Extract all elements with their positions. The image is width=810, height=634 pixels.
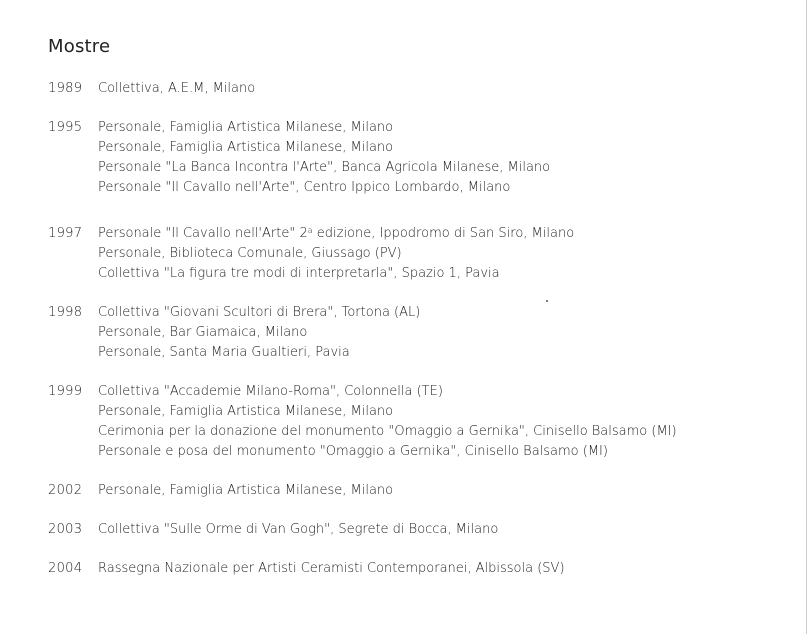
exhibition-item: Personale e posa del monumento "Omaggio a Gernika", Cinisello Balsamo (MI) xyxy=(98,444,608,459)
year-label: 1997 xyxy=(48,226,83,241)
year-label: 1989 xyxy=(48,81,83,96)
exhibition-item: Personale "La Banca Incontra l'Arte", Banca Agricola Milanese, Milano xyxy=(98,160,551,175)
exhibition-item: Personale, Bar Giamaica, Milano xyxy=(98,325,308,340)
exhibition-year-entry xyxy=(48,559,788,579)
year-label: 1998 xyxy=(48,305,83,320)
exhibition-list xyxy=(48,79,788,598)
exhibition-year-entry xyxy=(48,481,788,501)
page-title: Mostre xyxy=(48,36,111,57)
page-edge-line xyxy=(806,0,807,634)
exhibition-item: Personale, Santa Maria Gualtieri, Pavia xyxy=(98,345,350,360)
exhibition-items xyxy=(98,303,788,363)
exhibition-item: Collettiva "Sulle Orme di Van Gogh", Segrete di Bocca, Milano xyxy=(98,522,499,537)
year-label: 1995 xyxy=(48,120,83,135)
exhibition-year-entry xyxy=(48,79,788,99)
exhibition-item: Personale, Famiglia Artistica Milanese, Milano xyxy=(98,483,394,498)
exhibition-year-entry xyxy=(48,224,788,284)
scan-speck xyxy=(546,300,548,302)
year-label: 1999 xyxy=(48,384,83,399)
exhibition-year-entry xyxy=(48,520,788,540)
exhibition-item: Personale, Famiglia Artistica Milanese, Milano xyxy=(98,404,394,419)
exhibition-item: Cerimonia per la donazione del monumento "Omaggio a Gernika", Cinisello Balsamo (MI) xyxy=(98,424,677,439)
exhibition-items xyxy=(98,79,788,99)
exhibition-items xyxy=(98,481,788,501)
item-text-start: Personale "Il Cavallo nell'Arte" 2 xyxy=(98,226,308,241)
exhibition-item: Collettiva, A.E.M, Milano xyxy=(98,81,256,96)
exhibition-item: Personale, Biblioteca Comunale, Giussago (PV) xyxy=(98,246,402,261)
year-label: 2003 xyxy=(48,522,83,537)
exhibition-year-entry xyxy=(48,382,788,462)
exhibition-item: Collettiva "Accademie Milano-Roma", Colonnella (TE) xyxy=(98,384,443,399)
exhibition-items xyxy=(98,224,788,284)
exhibition-item: Personale, Famiglia Artistica Milanese, Milano xyxy=(98,120,394,135)
exhibition-item xyxy=(98,224,788,244)
exhibition-year-entry xyxy=(48,118,788,198)
exhibition-item: Personale, Famiglia Artistica Milanese, Milano xyxy=(98,140,394,155)
exhibition-item: Rassegna Nazionale per Artisti Ceramisti Contemporanei, Albissola (SV) xyxy=(98,561,565,576)
exhibition-item: Personale "Il Cavallo nell'Arte", Centro Ippico Lombardo, Milano xyxy=(98,180,511,195)
item-text-end: edizione, Ippodromo di San Siro, Milano xyxy=(312,226,575,241)
exhibition-item: Collettiva "La figura tre modi di interpretarla", Spazio 1, Pavia xyxy=(98,266,500,281)
ordinal-superscript: a xyxy=(307,226,313,235)
exhibition-items xyxy=(98,382,788,462)
exhibition-items xyxy=(98,118,788,198)
year-label: 2002 xyxy=(48,483,83,498)
exhibition-items xyxy=(98,520,788,540)
exhibition-items xyxy=(98,559,788,579)
exhibition-year-entry xyxy=(48,303,788,363)
year-label: 2004 xyxy=(48,561,83,576)
exhibition-item: Collettiva "Giovani Scultori di Brera", Tortona (AL) xyxy=(98,305,421,320)
